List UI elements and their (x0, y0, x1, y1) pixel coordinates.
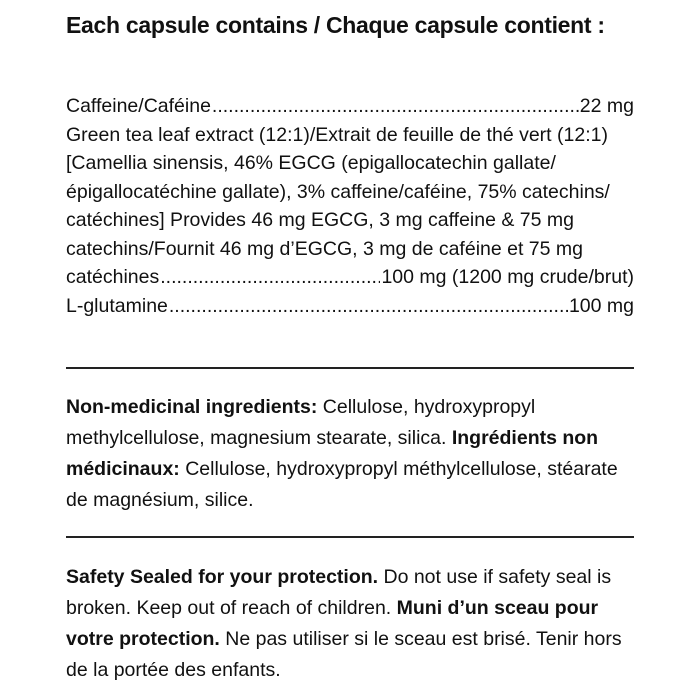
ingredient-label: L-glutamine (66, 294, 168, 317)
divider-rule (66, 367, 634, 369)
ingredient-text-line: catechins/Fournit 46 mg d’EGCG, 3 mg de caféine et 75 mg (66, 237, 584, 260)
non-medicinal-fr-heading: Ingrédients non médicinaux: (66, 427, 599, 480)
divider-rule (66, 536, 634, 538)
ingredient-row-green-tea (66, 263, 634, 292)
ingredient-text-line: épigallocatéchine gallate), 3% caffeine/caféine, 75% catechins/ (66, 180, 610, 203)
ingredient-amount: 100 mg (568, 294, 634, 317)
ingredient-text-line: catéchines] Provides 46 mg EGCG, 3 mg caffeine & 75 mg (66, 209, 574, 231)
non-medicinal-paragraph (66, 392, 638, 516)
safety-en-text: Do not use if safety seal is broken. Keep out of reach of children. (66, 566, 612, 619)
ingredient-amount: 100 mg (1200 mg crude/brut) (381, 266, 634, 288)
safety-fr-heading: Muni d’un sceau pour votre protection. (66, 597, 599, 650)
ingredients-list (66, 92, 634, 320)
leader-dots (212, 92, 579, 121)
leader-dots (160, 263, 380, 292)
ingredient-amount: 22 mg (579, 95, 634, 117)
ingredient-label: catéchines (66, 266, 160, 288)
safety-paragraph (66, 562, 638, 686)
non-medicinal-en-heading: Non-medicinal ingredients: (66, 396, 318, 418)
leader-dots (169, 292, 568, 321)
non-medicinal-fr-text: Cellulose, hydroxypropyl méthylcellulose, stéarate de magnésium, silice. (66, 458, 618, 511)
ingredient-text-line: [Camellia sinensis, 46% EGCG (epigallocatechin gallate/ (66, 152, 556, 174)
ingredient-row-glutamine (66, 292, 634, 321)
capsule-contents-heading: Each capsule contains / Chaque capsule contient : (66, 12, 605, 38)
safety-en-heading: Safety Sealed for your protection. (66, 566, 379, 588)
ingredient-text-line: Green tea leaf extract (12:1)/Extrait de feuille de thé vert (12:1) (66, 123, 608, 146)
safety-fr-text: Ne pas utiliser si le sceau est brisé. Tenir hors de la portée des enfants. (66, 628, 622, 681)
non-medicinal-en-text: Cellulose, hydroxypropyl methylcellulose, magnesium stearate, silica. (66, 396, 536, 449)
ingredient-label: Caffeine/Caféine (66, 95, 211, 117)
ingredient-row-caffeine (66, 92, 634, 121)
